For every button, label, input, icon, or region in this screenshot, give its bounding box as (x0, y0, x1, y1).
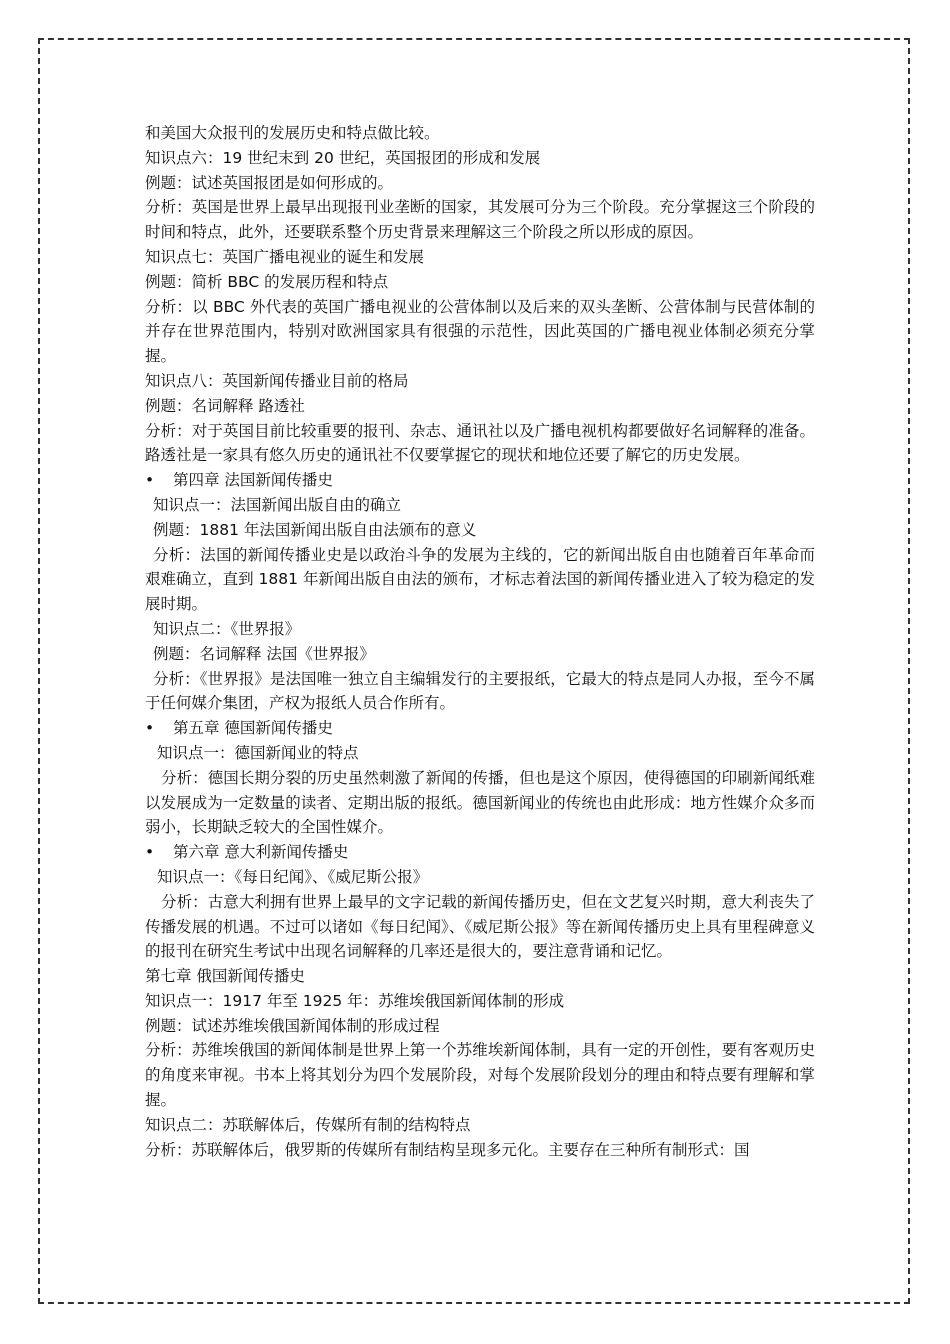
chapter-title: 第四章 法国新闻传播史 (173, 471, 333, 490)
analysis-text: 分析：法国的新闻传播业史是以政治斗争的发展为主线的，它的新闻出版自由也随着百年革命而艰难确立，直到 1881 年新闻出版自由法的颁布，才标志着法国的新闻传播业进入了较为稳定的发展时期。 (145, 545, 815, 614)
analysis-paragraph: 分析：以 BBC 外代表的英国广播电视业的公营体制以及后来的双头垄断、公营体制与民营体制的并存在世界范围内，特别对欧洲国家具有很强的示范性，因此英国的广播电视业体制必须充分掌握。 (145, 297, 815, 366)
knowledge-point-heading: 知识点二：《世界报》 (153, 619, 301, 638)
analysis-paragraph: 分析：苏联解体后，俄罗斯的传媒所有制结构呈现多元化。主要存在三种所有制形式：国 (145, 1140, 750, 1159)
chapter-heading-6 (145, 840, 815, 865)
knowledge-point-heading: 知识点二：苏联解体后，传媒所有制的结构特点 (145, 1115, 471, 1134)
chapter-heading-4 (145, 468, 815, 493)
example-question: 例题：名词解释 法国《世界报》 (153, 644, 375, 663)
knowledge-point-heading: 知识点一：法国新闻出版自由的确立 (153, 495, 402, 514)
example-question: 例题：1881 年法国新闻出版自由法颁布的意义 (153, 520, 477, 539)
analysis-paragraph (145, 766, 815, 840)
analysis-text: 分析：《世界报》是法国唯一独立自主编辑发行的主要报纸，它最大的特点是同人办报，至今不属于任何媒介集团，产权为报纸人员合作所有。 (145, 669, 815, 713)
bullet-marker: • (145, 719, 155, 738)
analysis-text: 分析：德国长期分裂的历史虽然刺激了新闻的传播，但也是这个原因，使得德国的印刷新闻纸难以发展成为一定数量的读者、定期出版的报纸。德国新闻业的传统也由此形成：地方性媒介众多而弱小，长期缺乏较大的全国性媒介。 (145, 768, 815, 837)
analysis-paragraph: 分析：苏维埃俄国的新闻体制是世界上第一个苏维埃新闻体制，具有一定的开创性，要有客观历史的角度来审视。书本上将其划分为四个发展阶段，对每个发展阶段划分的理由和特点要有理解和掌握。 (145, 1041, 815, 1110)
knowledge-point-heading: 知识点八：英国新闻传播业目前的格局 (145, 371, 409, 390)
bullet-marker: • (145, 471, 155, 490)
analysis-paragraph (145, 667, 815, 717)
analysis-paragraph: 分析：对于英国目前比较重要的报刊、杂志、通讯社以及广播电视机构都要做好名词解释的准备。路透社是一家具有悠久历史的通讯社不仅要掌握它的现状和地位还要了解它的历史发展。 (145, 421, 815, 465)
knowledge-point-heading: 知识点一：1917 年至 1925 年：苏维埃俄国新闻体制的形成 (145, 991, 565, 1010)
knowledge-point-heading: 知识点一：德国新闻业的特点 (157, 743, 359, 762)
analysis-paragraph (145, 543, 815, 617)
example-question: 例题：简析 BBC 的发展历程和特点 (145, 272, 389, 291)
knowledge-point-heading: 知识点七：英国广播电视业的诞生和发展 (145, 247, 425, 266)
example-question: 例题：名词解释 路透社 (145, 396, 305, 415)
chapter-heading-7: 第七章 俄国新闻传播史 (145, 967, 305, 986)
bullet-marker: • (145, 843, 155, 862)
analysis-paragraph (145, 890, 815, 964)
analysis-paragraph: 分析：英国是世界上最早出现报刊业垄断的国家，其发展可分为三个阶段。充分掌握这三个阶段的时间和特点，此外，还要联系整个历史背景来理解这三个阶段之所以形成的原因。 (145, 198, 815, 242)
knowledge-point-heading: 知识点六：19 世纪末到 20 世纪，英国报团的形成和发展 (145, 148, 541, 167)
example-question: 例题：试述苏维埃俄国新闻体制的形成过程 (145, 1016, 440, 1035)
text-line: 和美国大众报刊的发展历史和特点做比较。 (145, 124, 440, 142)
analysis-text: 分析：古意大利拥有世界上最早的文字记载的新闻传播历史，但在文艺复兴时期，意大利丧失了传播发展的机遇。不过可以诸如《每日纪闻》、《威尼斯公报》等在新闻传播历史上具有里程碑意义的报刊在研究生考试中出现名词解释的几率还是很大的，要注意背诵和记忆。 (145, 892, 815, 961)
chapter-heading-5 (145, 716, 815, 741)
chapter-title: 第五章 德国新闻传播史 (173, 719, 333, 738)
document-body (145, 121, 815, 1162)
chapter-title: 第六章 意大利新闻传播史 (173, 843, 349, 862)
knowledge-point-heading: 知识点一：《每日纪闻》、《威尼斯公报》 (157, 867, 429, 886)
example-question: 例题：试述英国报团是如何形成的。 (145, 173, 394, 192)
